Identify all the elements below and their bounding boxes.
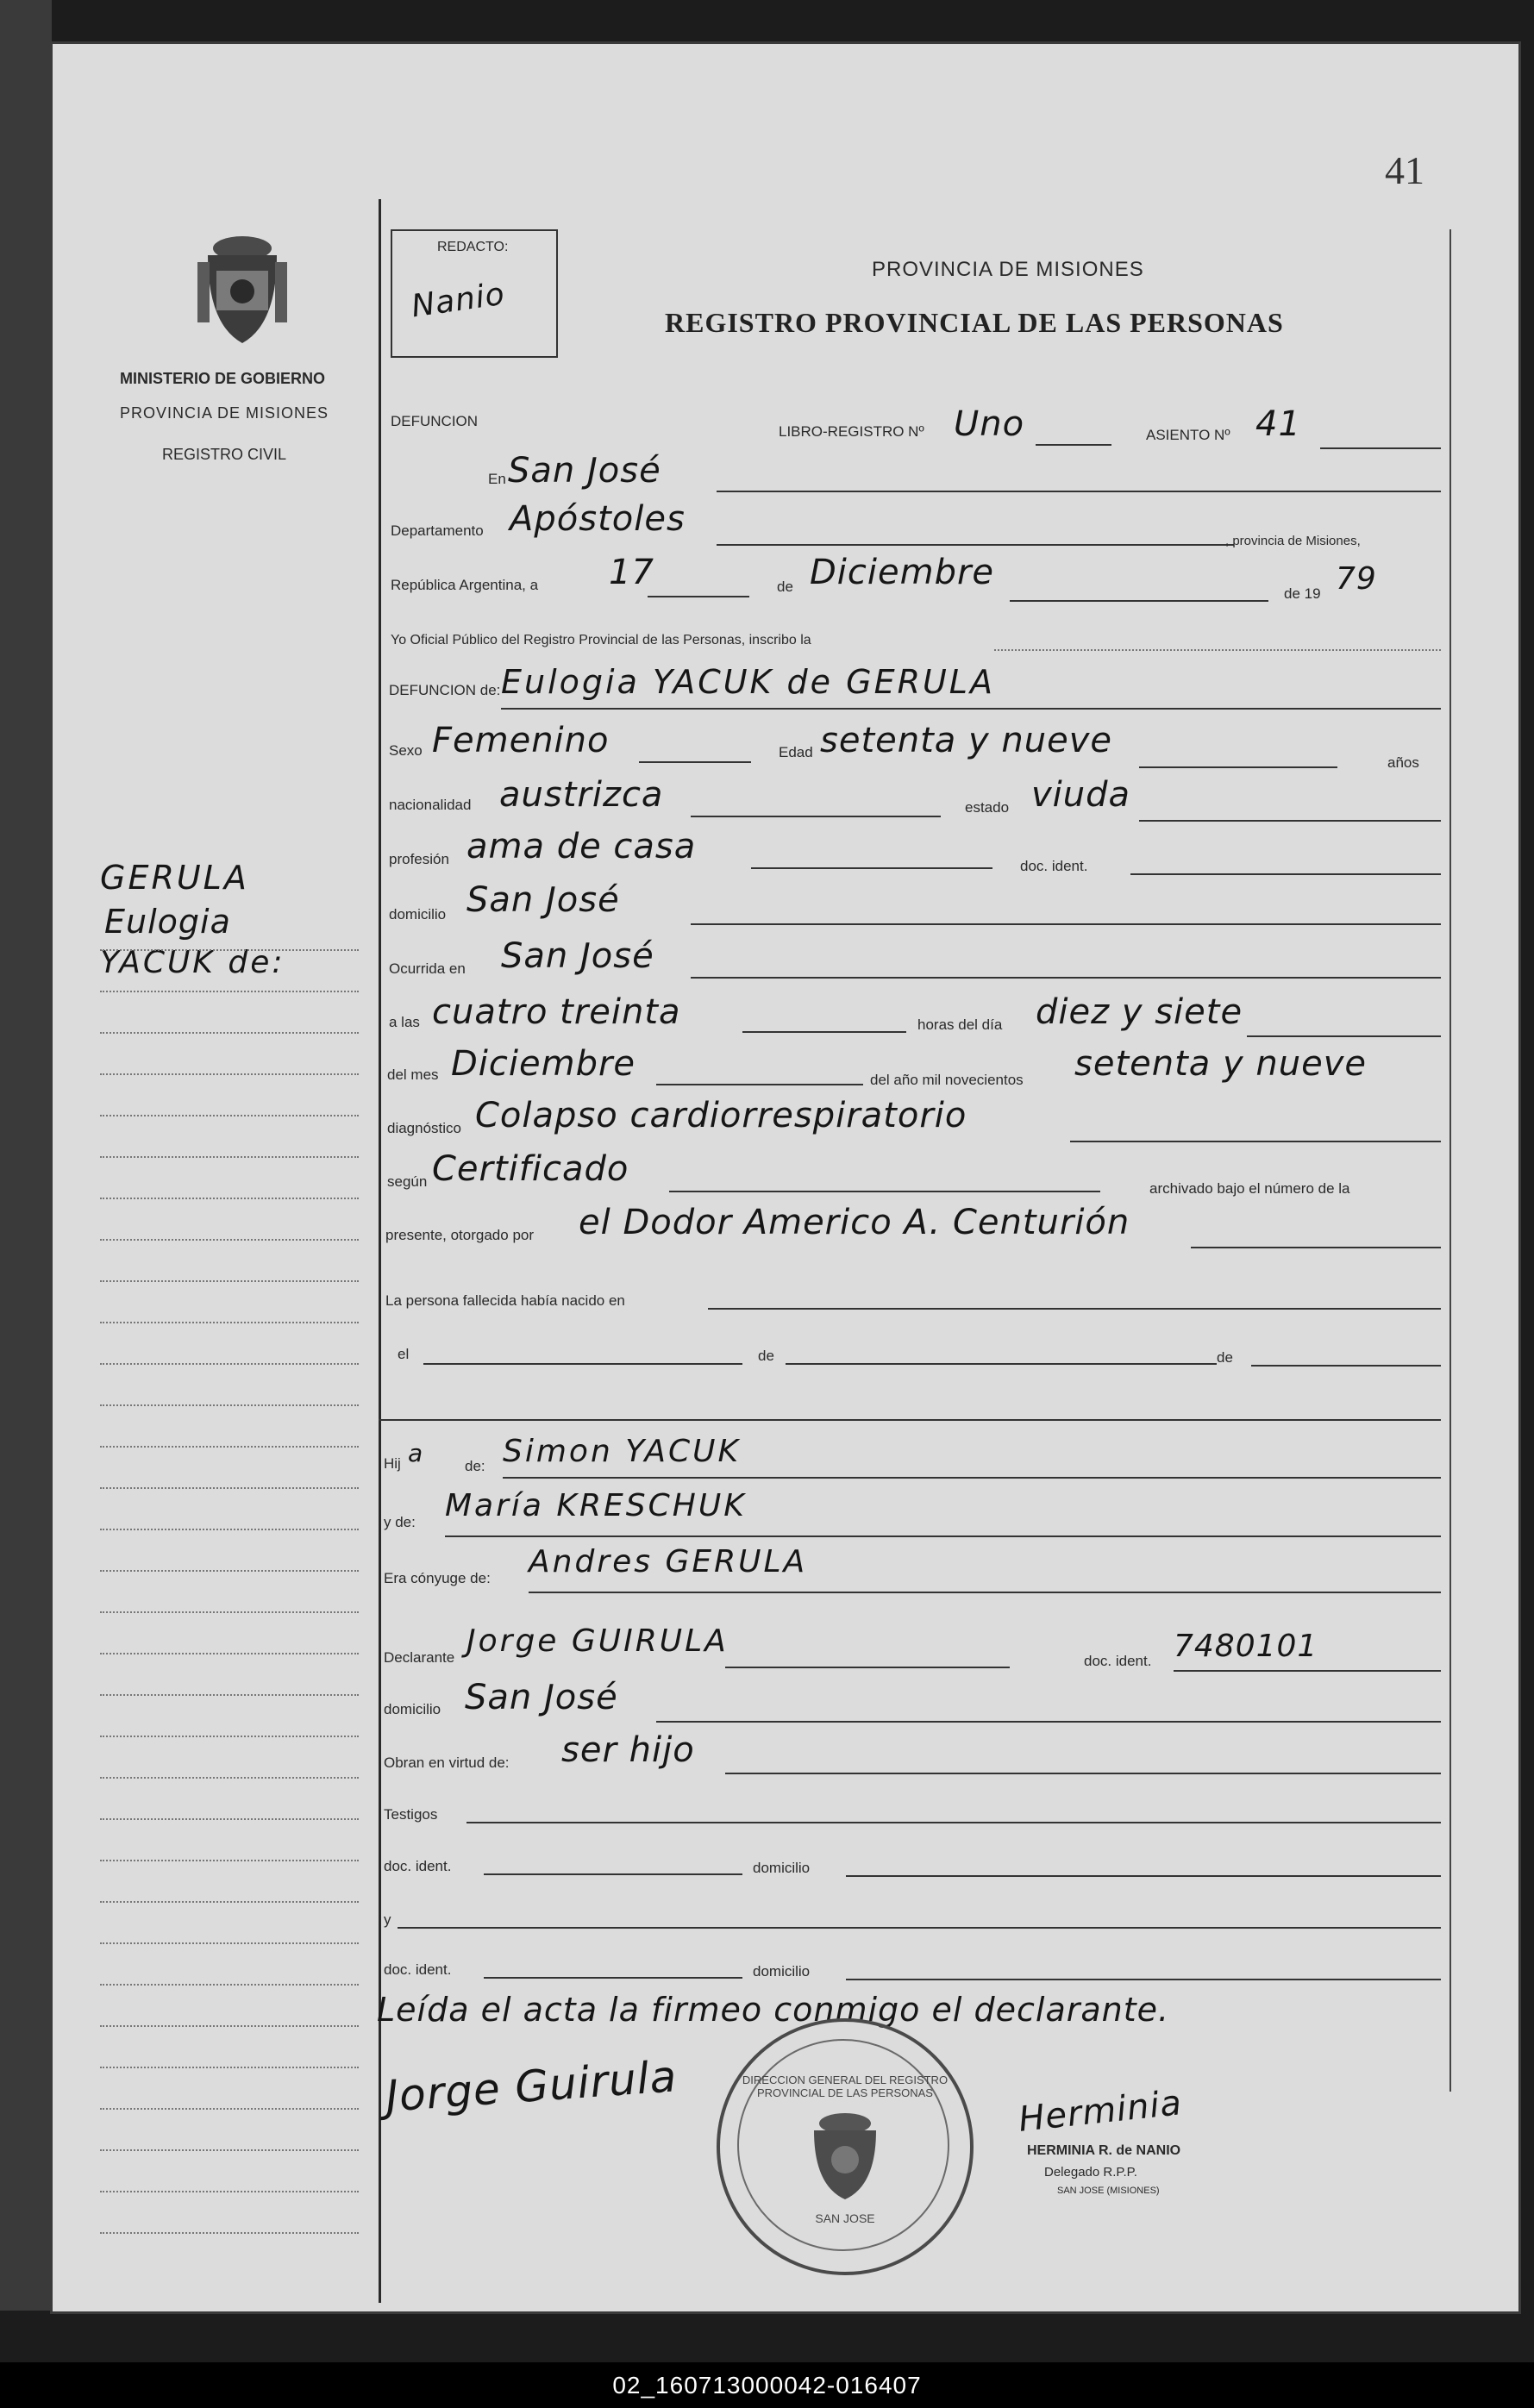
book-spine	[0, 0, 52, 2311]
ocurrida-underline	[691, 977, 1441, 979]
nacionalidad-underline	[691, 816, 941, 817]
margin-line	[100, 1984, 359, 1986]
declarante-underline	[725, 1667, 1010, 1668]
domicilio-label: domicilio	[389, 906, 447, 923]
year-value: 79	[1336, 561, 1377, 597]
stamp-text: DIRECCION GENERAL DEL REGISTRO PROVINCIAL DE LAS PERSONAS	[742, 2073, 949, 2099]
departamento-underline	[717, 544, 1234, 546]
register-page	[50, 41, 1521, 2314]
edad-underline	[1139, 766, 1337, 768]
obran-underline	[725, 1773, 1441, 1774]
de1-underline	[786, 1363, 1217, 1365]
ano-value: setenta y nueve	[1074, 1044, 1367, 1084]
margin-line	[100, 1694, 359, 1696]
en-underline	[717, 491, 1441, 492]
diagnostico-value: Colapso cardiorrespiratorio	[475, 1096, 967, 1135]
margin-line	[100, 1570, 359, 1572]
margin-line	[100, 2191, 359, 2192]
hijo-suffix: a	[408, 1439, 424, 1467]
de2-label: de	[1217, 1349, 1233, 1366]
decl-domicilio-label: domicilio	[384, 1701, 441, 1717]
segun-value: Certificado	[432, 1149, 629, 1189]
sexo-value: Femenino	[432, 721, 610, 760]
t-doc1-underline	[484, 1873, 742, 1875]
ocurrida-value: San José	[501, 936, 654, 976]
margin-maiden-name: YACUK de:	[100, 945, 285, 980]
del-ano-label: del año mil novecientos	[870, 1072, 1024, 1088]
del-mes-label: del mes	[387, 1066, 439, 1083]
margin-line	[100, 1198, 359, 1199]
nacionalidad-value: austrizca	[499, 775, 664, 815]
margin-given-name: Eulogia	[104, 903, 231, 941]
de-label: de	[777, 579, 793, 595]
mes-value: Diciembre	[451, 1044, 636, 1084]
padre-value: Simon YACUK	[503, 1434, 742, 1469]
t-doc1-label: doc. ident.	[384, 1858, 452, 1874]
registry-title: REGISTRO PROVINCIAL DE LAS PERSONAS	[665, 307, 1284, 338]
archivado-label: archivado bajo el número de la	[1149, 1180, 1350, 1197]
libro-value: Uno	[954, 404, 1025, 444]
margin-line	[100, 1032, 359, 1034]
redacto-box	[391, 229, 558, 358]
margin-line	[100, 2149, 359, 2151]
en-value: San José	[508, 451, 661, 491]
departamento-value: Apóstoles	[510, 499, 686, 539]
profesion-label: profesión	[389, 851, 449, 867]
nacido-underline	[708, 1308, 1441, 1310]
edad-value: setenta y nueve	[820, 721, 1112, 760]
presente-underline	[1191, 1247, 1441, 1248]
page-number: 41	[1385, 148, 1424, 192]
redacto-value: Nanio	[409, 276, 508, 325]
decl-domicilio-underline	[656, 1721, 1441, 1723]
diagnostico-label: diagnóstico	[387, 1120, 462, 1136]
margin-line	[100, 1611, 359, 1613]
republica-label: República Argentina, a	[391, 577, 539, 593]
madre-value: María KRESCHUK	[445, 1488, 747, 1523]
conyuge-underline	[529, 1592, 1441, 1593]
declarante-label: Declarante	[384, 1649, 455, 1666]
segun-label: según	[387, 1173, 428, 1190]
t-dom1-underline	[846, 1875, 1441, 1877]
anos-label: años	[1387, 754, 1419, 771]
decl-domicilio-value: San José	[465, 1678, 618, 1717]
form-left-rule	[379, 199, 381, 2303]
registry-civil-label: REGISTRO CIVIL	[162, 446, 287, 463]
official-stamp	[717, 2018, 974, 2275]
mes-underline	[656, 1084, 863, 1085]
sexo-label: Sexo	[389, 742, 423, 759]
month-value: Diciembre	[810, 553, 995, 592]
closing-text: Leída el acta la firmeo conmigo el declarante.	[377, 1991, 1170, 2029]
footer-id: 02_160713000042-016407	[0, 2362, 1534, 2408]
form-right-rule	[1449, 229, 1451, 2092]
a-las-label: a las	[389, 1014, 420, 1030]
oficial-text: Yo Oficial Público del Registro Provincial de las Personas, inscribo la	[391, 633, 811, 647]
deceased-name: Eulogia YACUK de GERULA	[501, 663, 995, 701]
margin-line	[100, 1487, 359, 1489]
asiento-label: ASIENTO Nº	[1146, 427, 1230, 443]
el-underline	[423, 1363, 742, 1365]
margin-line	[100, 2025, 359, 2027]
obran-value: ser hijo	[561, 1730, 695, 1770]
stamp-bottom: SAN JOSE	[815, 2211, 875, 2225]
margin-line	[100, 1363, 359, 1365]
margin-line	[100, 1529, 359, 1530]
margin-line	[100, 1860, 359, 1861]
coat-of-arms-icon	[191, 221, 294, 350]
province-title: PROVINCIA DE MISIONES	[872, 258, 1144, 281]
margin-line	[100, 1901, 359, 1903]
horas-label: horas del día	[917, 1016, 1003, 1033]
margin-line	[100, 949, 359, 951]
departamento-label: Departamento	[391, 522, 484, 539]
testigos-label: Testigos	[384, 1806, 438, 1823]
padre-underline	[503, 1477, 1441, 1479]
dia-underline	[1247, 1035, 1441, 1037]
day-underline	[648, 596, 749, 597]
official-signature: Herminia	[1017, 2083, 1185, 2140]
profesion-value: ama de casa	[466, 827, 697, 866]
hijo-de-label: de:	[465, 1458, 485, 1474]
margin-line	[100, 991, 359, 992]
margin-line	[100, 1404, 359, 1406]
doc-ident-underline	[1130, 873, 1441, 875]
conyuge-label: Era cónyuge de:	[384, 1570, 491, 1586]
libro-underline	[1036, 444, 1111, 446]
testigos-underline	[466, 1822, 1441, 1823]
nacionalidad-label: nacionalidad	[389, 797, 472, 813]
domicilio-value: San José	[466, 880, 620, 920]
margin-line	[100, 1653, 359, 1654]
hora-value: cuatro treinta	[432, 992, 681, 1032]
y-de-label: y de:	[384, 1514, 416, 1530]
hijo-label: Hij	[384, 1455, 401, 1472]
y-label: y	[384, 1911, 391, 1928]
margin-surname: GERULA	[100, 859, 249, 897]
libro-label: LIBRO-REGISTRO Nº	[779, 423, 924, 440]
segun-underline	[669, 1191, 1100, 1192]
margin-line	[100, 1280, 359, 1282]
y-underline	[398, 1927, 1441, 1929]
doc-ident-label: doc. ident.	[1020, 858, 1088, 874]
margin-line	[100, 1818, 359, 1820]
margin-line	[100, 1777, 359, 1779]
provincia-suffix: , provincia de Misiones,	[1225, 534, 1361, 548]
margin-line	[100, 1942, 359, 1944]
margin-line	[100, 2232, 359, 2234]
el-label: el	[398, 1346, 410, 1362]
dia-value: diez y siete	[1036, 992, 1243, 1032]
official-title: Delegado R.P.P.	[1044, 2165, 1137, 2180]
estado-underline	[1139, 820, 1441, 822]
ministry-label: MINISTERIO DE GOBIERNO	[120, 370, 326, 387]
conyuge-value: Andres GERULA	[529, 1544, 808, 1579]
en-label: En	[488, 471, 506, 487]
margin-line	[100, 1115, 359, 1116]
presente-label: presente, otorgado por	[385, 1227, 535, 1243]
estado-label: estado	[965, 799, 1010, 816]
margin-line	[100, 1156, 359, 1158]
obran-label: Obran en virtud de:	[384, 1754, 510, 1771]
madre-underline	[445, 1535, 1441, 1537]
de2-underline	[1251, 1365, 1441, 1367]
declarant-signature: Jorge Guirula	[384, 2051, 679, 2122]
day-value: 17	[609, 553, 654, 592]
t-dom2-underline	[846, 1979, 1441, 1980]
profesion-underline	[751, 867, 992, 869]
year-prefix: de 19	[1284, 585, 1321, 602]
defuncion-label: DEFUNCION	[391, 413, 479, 429]
oficial-line	[994, 649, 1441, 651]
defuncion-de-label: DEFUNCION de:	[389, 682, 501, 698]
domicilio-underline	[691, 923, 1441, 925]
official-place: SAN JOSE (MISIONES)	[1057, 2186, 1160, 2196]
decl-doc-underline	[1174, 1670, 1441, 1672]
t-doc2-label: doc. ident.	[384, 1961, 452, 1978]
sexo-underline	[639, 761, 751, 763]
stamp-emblem-icon	[802, 2108, 888, 2203]
margin-line	[100, 1239, 359, 1241]
hora-underline	[742, 1031, 906, 1033]
province-label: PROVINCIA DE MISIONES	[120, 404, 329, 422]
deceased-underline	[501, 708, 1441, 710]
margin-line	[100, 2067, 359, 2068]
margin-line	[100, 1736, 359, 1737]
presente-value: el Dodor Americo A. Centurión	[579, 1203, 1130, 1242]
diagnostico-underline	[1070, 1141, 1441, 1142]
margin-line	[100, 1073, 359, 1075]
margin-line	[100, 1322, 359, 1323]
margin-line	[100, 1446, 359, 1448]
estado-value: viuda	[1031, 775, 1131, 815]
asiento-value: 41	[1255, 404, 1301, 444]
edad-label: Edad	[779, 744, 813, 760]
nacido-label: La persona fallecida había nacido en	[385, 1292, 625, 1309]
redacto-label: REDACTO:	[437, 240, 509, 254]
ocurrida-label: Ocurrida en	[389, 960, 466, 977]
t-dom2-label: domicilio	[753, 1963, 811, 1980]
declarante-value: Jorge GUIRULA	[466, 1623, 729, 1659]
t-doc2-underline	[484, 1977, 742, 1979]
de1-label: de	[758, 1348, 774, 1364]
month-underline	[1010, 600, 1268, 602]
section-separator	[379, 1419, 1441, 1421]
decl-doc-label: doc. ident.	[1084, 1653, 1152, 1669]
decl-doc-value: 7480101	[1174, 1629, 1318, 1664]
margin-line	[100, 2108, 359, 2110]
asiento-underline	[1320, 447, 1441, 449]
t-dom1-label: domicilio	[753, 1860, 811, 1876]
official-name: HERMINIA R. de NANIO	[1027, 2143, 1181, 2158]
